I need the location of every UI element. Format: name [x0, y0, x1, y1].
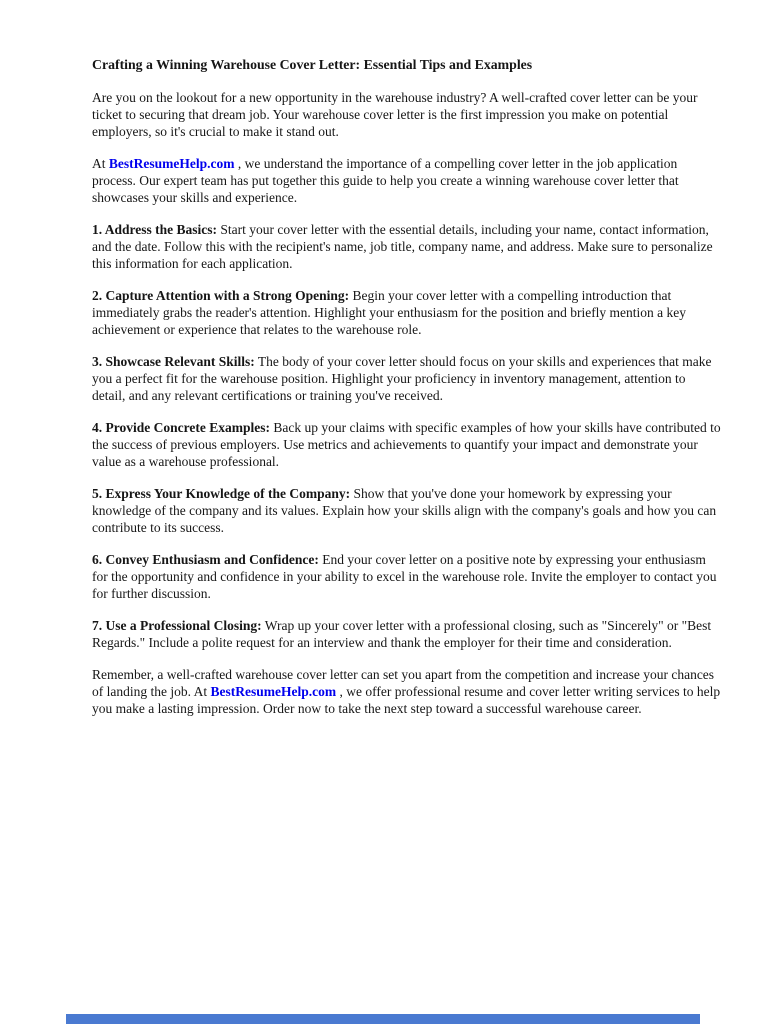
tip-body: Start your cover letter with the essential details, including your name, contact information, and the date. Follow this with the recipient's name, job title, company name, and address. Make sure to personalize this information for each application. — [92, 222, 713, 271]
tip-heading: 7. Use a Professional Closing: — [92, 618, 262, 633]
tip-paragraph-7 — [92, 617, 722, 651]
tip-body: Begin your cover letter with a compelling introduction that immediately grabs the reader's attention. Highlight your enthusiasm for the position and briefly mention a key achievement or experience that relates to the warehouse role. — [92, 288, 687, 337]
tip-paragraph-5 — [92, 485, 722, 536]
tip-paragraph-2 — [92, 287, 722, 338]
bestresumehelp-link[interactable]: BestResumeHelp.com — [108, 156, 235, 171]
tip-paragraph-3 — [92, 353, 722, 404]
closing-paragraph — [92, 666, 722, 717]
page-title: Crafting a Winning Warehouse Cover Letter: Essential Tips and Examples — [92, 57, 533, 72]
tip-body: End your cover letter on a positive note by expressing your enthusiasm for the opportunity and confidence in your ability to excel in the warehouse role. Invite the employer to contact you for further discussion. — [92, 552, 717, 601]
tip-paragraph-6 — [92, 551, 722, 602]
text-run: At — [92, 156, 109, 171]
text-run: Remember, a well-crafted warehouse cover letter can set you apart from the competition and increase your chances of landing the job. At — [92, 667, 715, 699]
tip-heading: 6. Convey Enthusiasm and Confidence: — [92, 552, 319, 567]
tip-heading: 3. Showcase Relevant Skills: — [92, 354, 255, 369]
tip-heading: 4. Provide Concrete Examples: — [92, 420, 270, 435]
tip-heading: 1. Address the Basics: — [92, 222, 218, 237]
brand-paragraph — [92, 155, 722, 206]
tip-body: Wrap up your cover letter with a professional closing, such as "Sincerely" or "Best Regards." Include a polite request for an interview and thank the employer for their time and consideration. — [92, 618, 712, 650]
bestresumehelp-link[interactable]: BestResumeHelp.com — [210, 684, 337, 699]
tip-paragraph-4 — [92, 419, 722, 470]
tip-body: Back up your claims with specific examples of how your skills have contributed to the success of previous employers. Use metrics and achievements to quantify your impact and demonstrate your value as a warehouse professional. — [92, 420, 721, 469]
tip-heading: 5. Express Your Knowledge of the Company: — [92, 486, 351, 501]
document-content — [92, 56, 722, 732]
tip-heading: 2. Capture Attention with a Strong Opening: — [92, 288, 350, 303]
text-run: , we offer professional resume and cover letter writing services to help you make a lasting impression. Order now to take the next step toward a successful warehouse career. — [92, 684, 721, 716]
tip-body: Show that you've done your homework by expressing your knowledge of the company and its values. Explain how your skills align with the company's goals and how you can contribute to its success. — [92, 486, 717, 535]
text-run: , we understand the importance of a compelling cover letter in the job application process. Our expert team has put together this guide to help you create a winning warehouse cover letter that showcases your skills and experience. — [92, 156, 679, 205]
tip-body: The body of your cover letter should focus on your skills and experiences that make you a perfect fit for the warehouse position. Highlight your proficiency in inventory management, attention to detail, and any relevant certifications or training you've received. — [92, 354, 712, 403]
horizontal-scrollbar[interactable] — [66, 1014, 700, 1024]
tip-paragraph-1 — [92, 221, 722, 272]
intro-paragraph: Are you on the lookout for a new opportunity in the warehouse industry? A well-crafted cover letter can be your ticket to securing that dream job. Your warehouse cover letter is the first impression you make on potential employers, so it's crucial to make it stand out. — [92, 90, 698, 139]
